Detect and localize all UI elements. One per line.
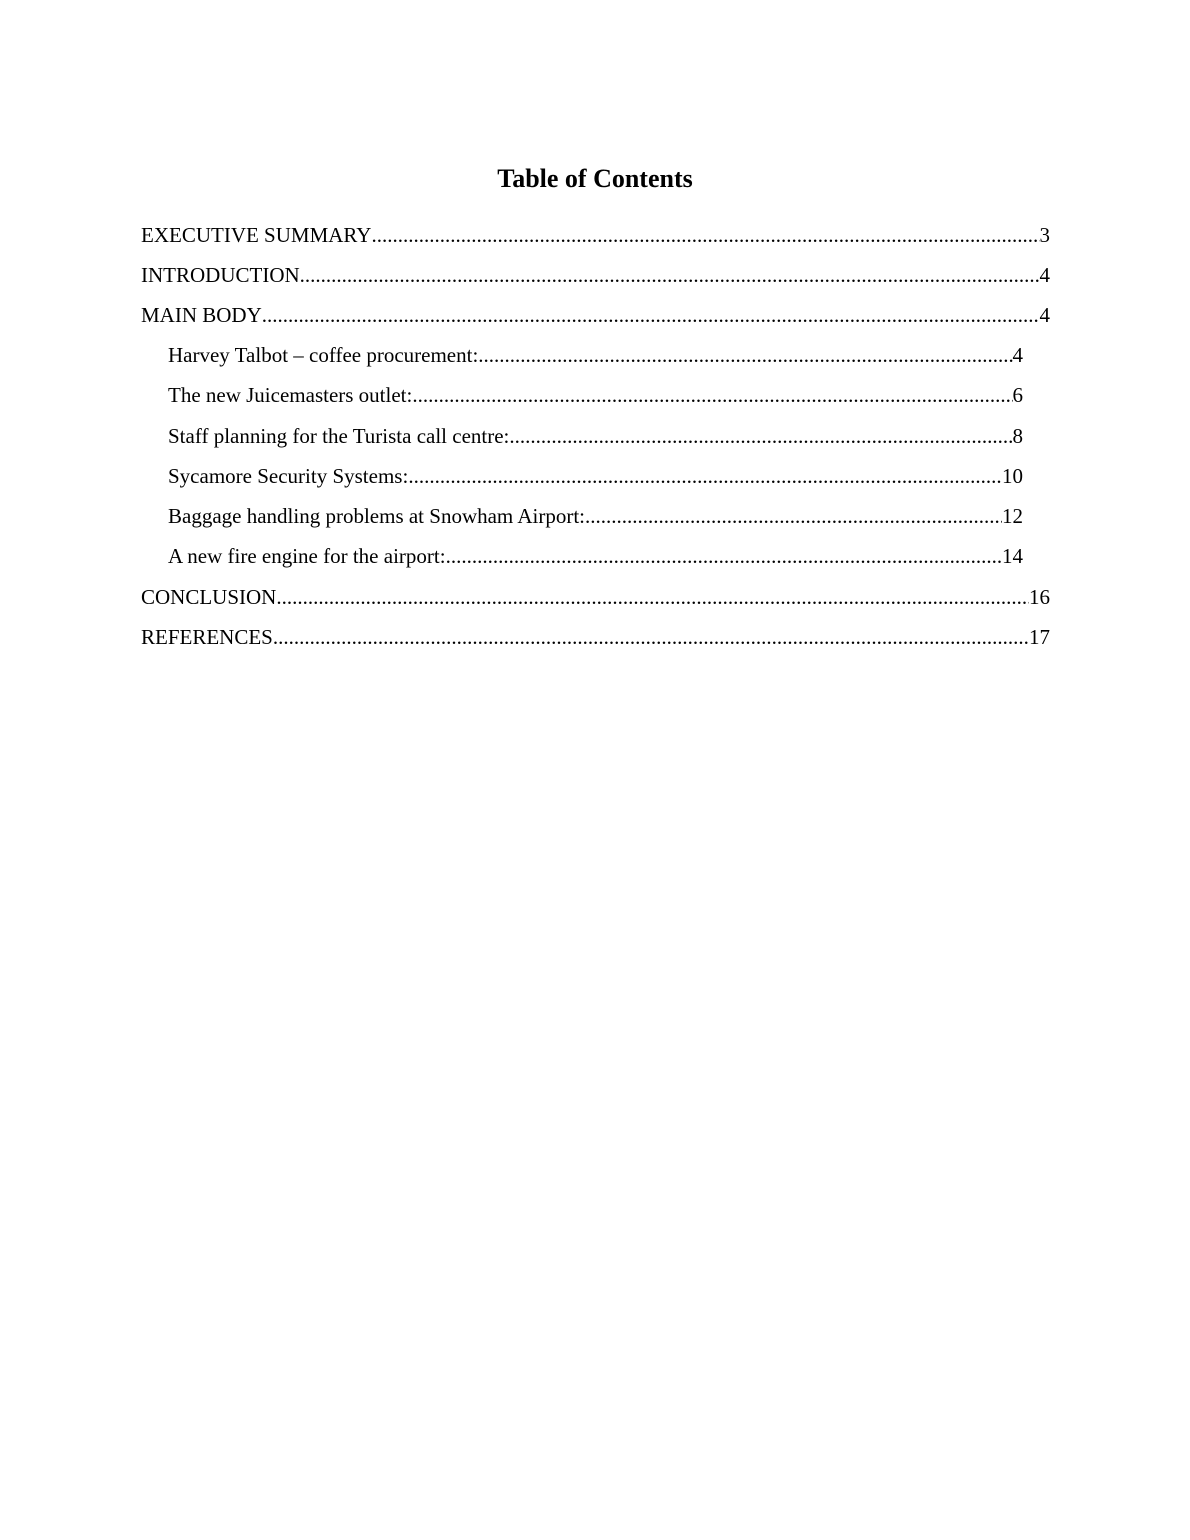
toc-entry-executive-summary[interactable]	[141, 220, 1050, 250]
toc-dot-leader	[273, 622, 1029, 652]
toc-entry-page-number: 17	[1029, 625, 1050, 649]
toc-entry-baggage-handling[interactable]	[168, 501, 1023, 531]
toc-entry-label: REFERENCES	[141, 625, 273, 649]
toc-entry-label: EXECUTIVE SUMMARY	[141, 223, 372, 247]
toc-entry-label: INTRODUCTION	[141, 263, 300, 287]
toc-dot-leader	[446, 541, 1002, 571]
toc-entry-page-number: 4	[1039, 263, 1050, 287]
toc-dot-leader	[585, 501, 1002, 531]
toc-entry-page-number: 4	[1039, 303, 1050, 327]
toc-entry-label: Harvey Talbot – coffee procurement:	[168, 343, 479, 367]
toc-dot-leader	[408, 461, 1002, 491]
toc-title: Table of Contents	[497, 164, 693, 193]
toc-entry-page-number: 8	[1012, 424, 1023, 448]
toc-entry-juicemasters-outlet[interactable]	[168, 380, 1023, 410]
toc-entry-turista-call-centre[interactable]	[168, 421, 1023, 451]
toc-entry-label: The new Juicemasters outlet:	[168, 383, 413, 407]
toc-entry-label: A new fire engine for the airport:	[168, 544, 446, 568]
toc-entry-label: MAIN BODY	[141, 303, 262, 327]
toc-entry-references[interactable]	[141, 622, 1050, 652]
toc-entry-main-body[interactable]	[141, 300, 1050, 330]
toc-dot-leader	[509, 421, 1012, 451]
toc-entry-fire-engine[interactable]	[168, 541, 1023, 571]
toc-entry-label: Sycamore Security Systems:	[168, 464, 409, 488]
toc-entry-sycamore-security[interactable]	[168, 461, 1023, 491]
toc-entry-introduction[interactable]	[141, 260, 1050, 290]
toc-entry-label: Staff planning for the Turista call centre:	[168, 424, 510, 448]
toc-entry-page-number: 12	[1002, 504, 1023, 528]
toc-dot-leader	[276, 582, 1029, 612]
toc-entry-page-number: 14	[1002, 544, 1023, 568]
toc-dot-leader	[412, 380, 1012, 410]
toc-dot-leader	[371, 220, 1039, 250]
toc-dot-leader	[262, 300, 1040, 330]
toc-entry-conclusion[interactable]	[141, 582, 1050, 612]
toc-dot-leader	[300, 260, 1040, 290]
toc-entry-page-number: 10	[1002, 464, 1023, 488]
toc-entry-page-number: 3	[1039, 223, 1050, 247]
toc-entry-page-number: 16	[1029, 585, 1050, 609]
toc-entry-page-number: 6	[1012, 383, 1023, 407]
toc-entry-label: Baggage handling problems at Snowham Airport:	[168, 504, 586, 528]
toc-entry-page-number: 4	[1012, 343, 1023, 367]
toc-dot-leader	[478, 340, 1012, 370]
toc-entry-harvey-talbot[interactable]	[168, 340, 1023, 370]
toc-entry-label: CONCLUSION	[141, 585, 277, 609]
